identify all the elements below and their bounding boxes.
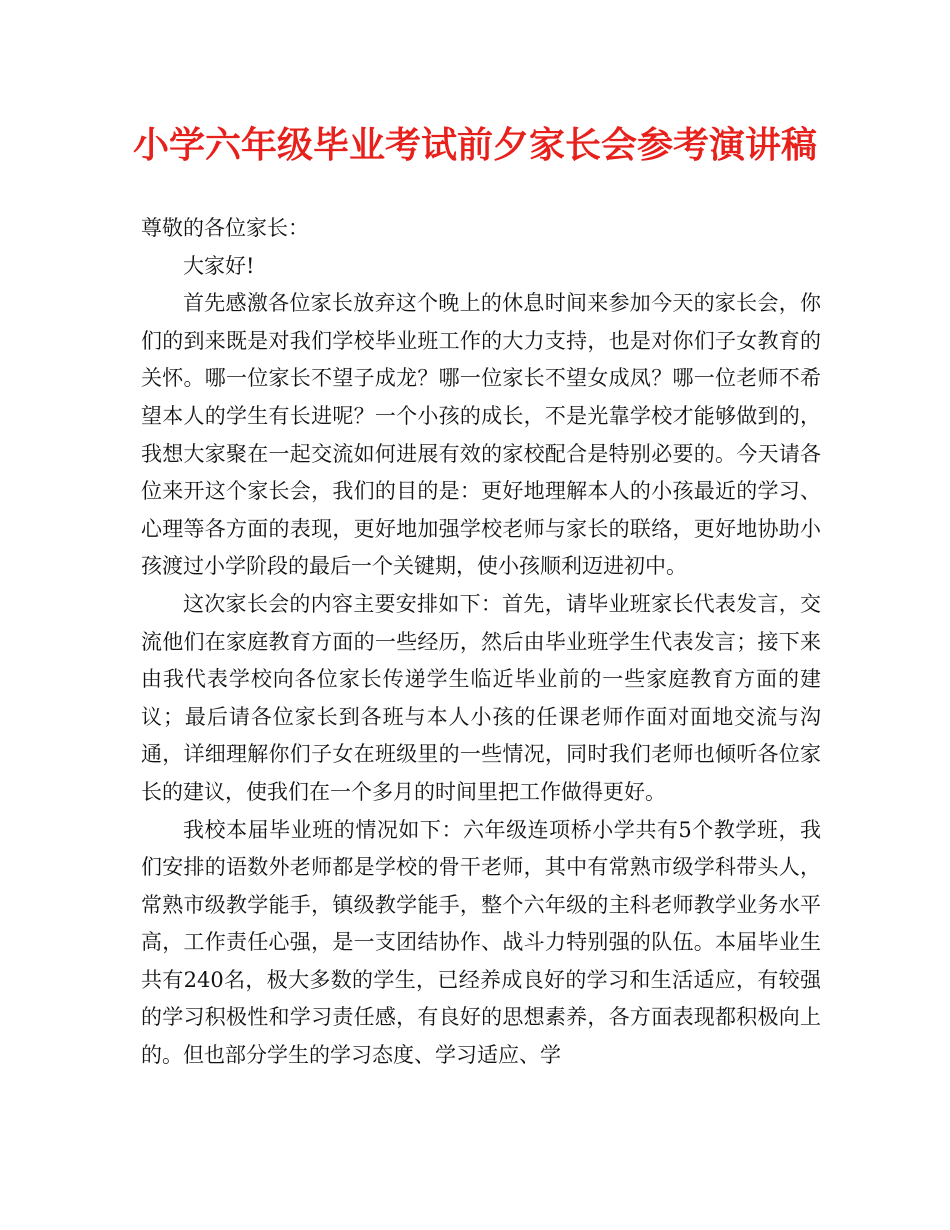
document-body [141, 210, 821, 1075]
paragraph-class-situation: 我校本届毕业班的情况如下：六年级连项桥小学共有5个教学班，我们安排的语数外老师都是学校的骨干老师，其中有常熟市级学科带头人，常熟市级教学能手，镇级教学能手，整个六年级的主科老师教学业务水平高，工作责任心强，是一支团结协作、战斗力特别强的队伍。本届毕业生共有240名，极大多数的学生，已经养成良好的学习和生活适应，有较强的学习积极性和学习责任感，有良好的思想素养，各方面表现都积极向上的。但也部分学生的学习态度、学习适应、学 [141, 817, 821, 1068]
salutation: 尊敬的各位家长： [141, 216, 309, 240]
document-title: 小学六年级毕业考试前夕家长会参考演讲稿 [132, 125, 817, 166]
paragraph-intro: 首先感激各位家长放弃这个晚上的休息时间来参加今天的家长会，你们的到来既是对我们学校毕业班工作的大力支持，也是对你们子女教育的关怀。哪一位家长不望子成龙？哪一位家长不望女成凤？哪一位老师不希望本人的学生有长进呢？一个小孩的成长，不是光靠学校才能够做到的，我想大家聚在一起交流如何进展有效的家校配合是特别必要的。今天请各位来开这个家长会，我们的目的是：更好地理解本人的小孩最近的学习、心理等各方面的表现，更好地加强学校老师与家长的联络，更好地协助小孩渡过小学阶段的最后一个关键期，使小孩顺利迈进初中。 [141, 291, 821, 579]
paragraph-agenda: 这次家长会的内容主要安排如下：首先，请毕业班家长代表发言，交流他们在家庭教育方面的一些经历，然后由毕业班学生代表发言；接下来由我代表学校向各位家长传递学生临近毕业前的一些家庭教育方面的建议；最后请各位家长到各班与本人小孩的任课老师作面对面地交流与沟通，详细理解你们子女在班级里的一些情况，同时我们老师也倾听各位家长的建议，使我们在一个多月的时间里把工作做得更好。 [141, 591, 821, 804]
greeting: 大家好! [183, 253, 255, 278]
